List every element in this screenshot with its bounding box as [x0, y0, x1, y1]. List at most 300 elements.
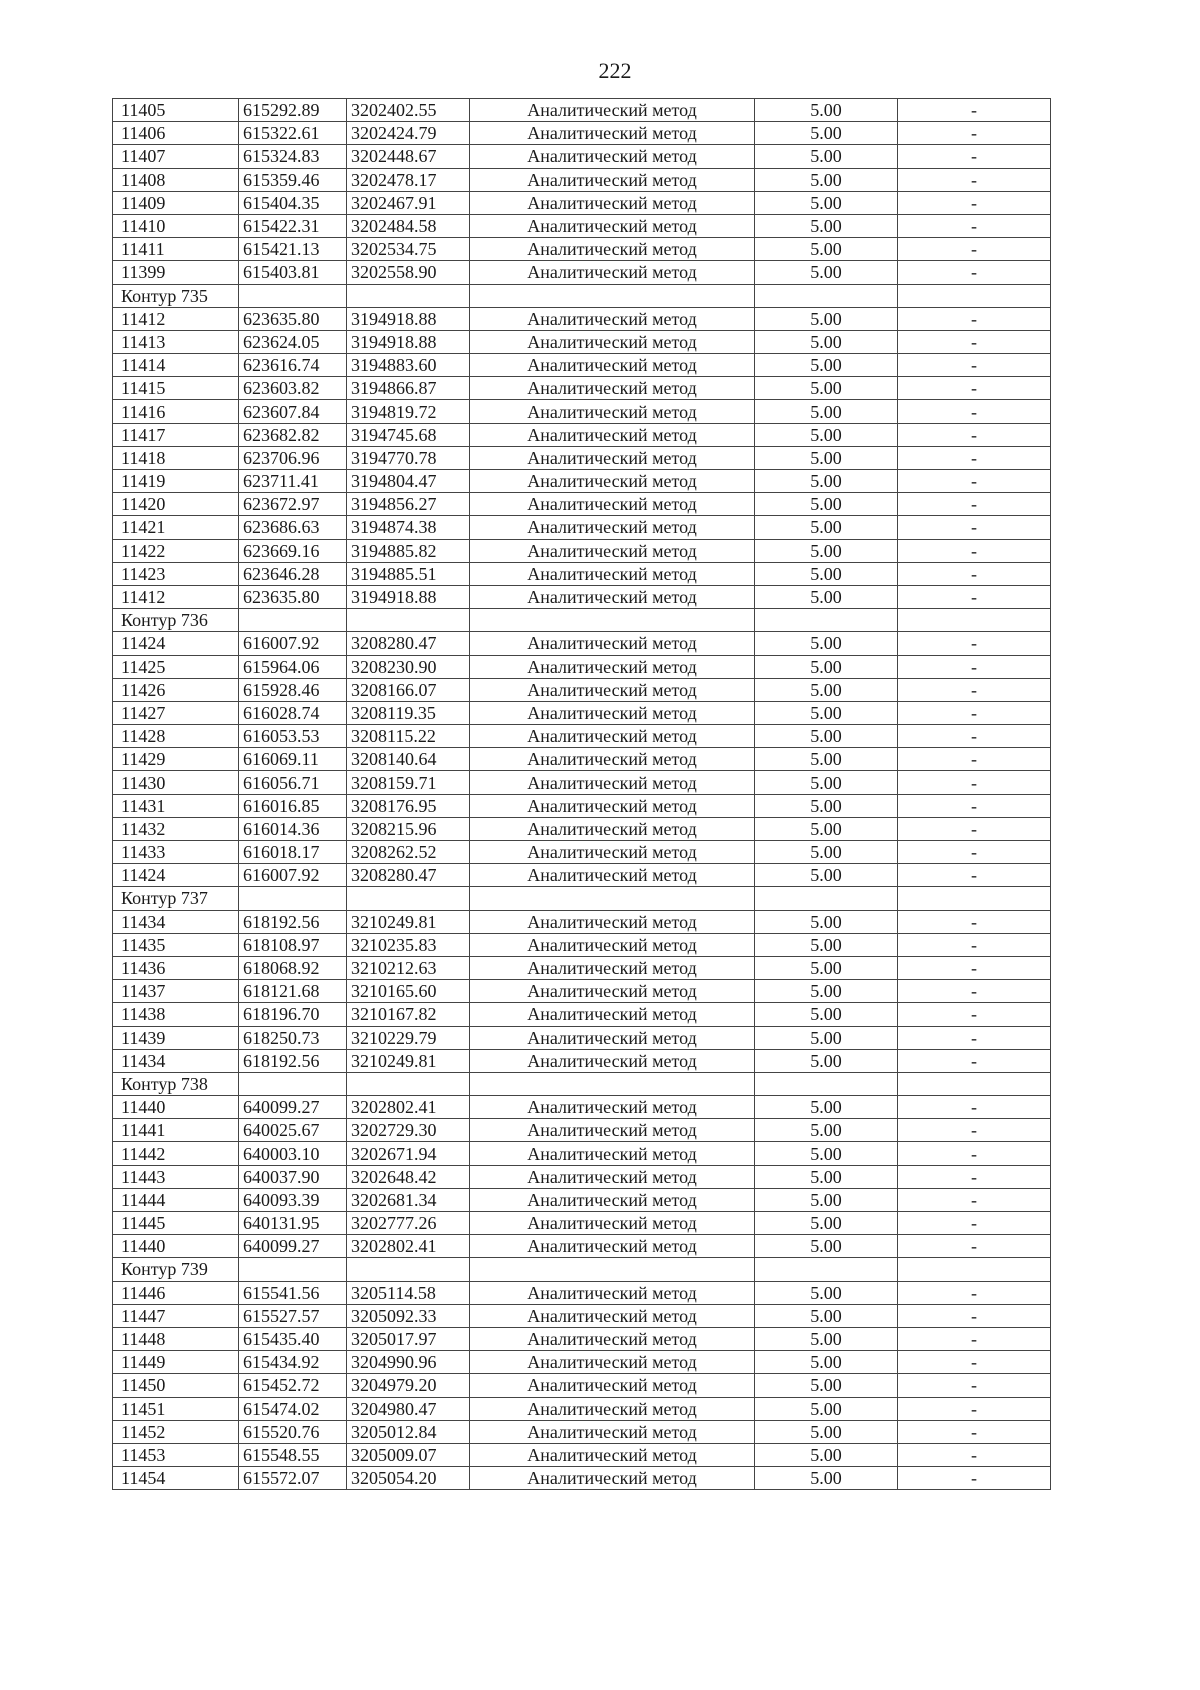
coord-y-cell: 3194804.47: [347, 470, 470, 493]
coord-x-cell: 615527.57: [239, 1304, 347, 1327]
table-row: [113, 1119, 1051, 1142]
coord-x-cell: 640025.67: [239, 1119, 347, 1142]
point-id-cell: 11428: [113, 725, 239, 748]
point-id-cell: 11450: [113, 1374, 239, 1397]
method-cell: Аналитический метод: [470, 585, 755, 608]
accuracy-cell: 5.00: [755, 354, 898, 377]
table-row: [113, 1235, 1051, 1258]
table-body: [113, 99, 1051, 1490]
table-row: [113, 1281, 1051, 1304]
empty-cell: [755, 284, 898, 307]
note-cell: -: [898, 1049, 1051, 1072]
coord-x-cell: 615322.61: [239, 122, 347, 145]
empty-cell: [239, 1258, 347, 1281]
method-cell: Аналитический метод: [470, 1235, 755, 1258]
table-row: [113, 214, 1051, 237]
method-cell: Аналитический метод: [470, 1188, 755, 1211]
note-cell: -: [898, 585, 1051, 608]
method-cell: Аналитический метод: [470, 1165, 755, 1188]
note-cell: -: [898, 261, 1051, 284]
empty-cell: [347, 1258, 470, 1281]
method-cell: Аналитический метод: [470, 330, 755, 353]
accuracy-cell: 5.00: [755, 1443, 898, 1466]
note-cell: -: [898, 1119, 1051, 1142]
note-cell: -: [898, 191, 1051, 214]
method-cell: Аналитический метод: [470, 1420, 755, 1443]
table-row: [113, 562, 1051, 585]
point-id-cell: 11447: [113, 1304, 239, 1327]
method-cell: Аналитический метод: [470, 99, 755, 122]
coord-y-cell: 3194874.38: [347, 516, 470, 539]
method-cell: Аналитический метод: [470, 1304, 755, 1327]
note-cell: -: [898, 1420, 1051, 1443]
note-cell: -: [898, 1281, 1051, 1304]
coord-x-cell: 640131.95: [239, 1212, 347, 1235]
table-row: [113, 261, 1051, 284]
coord-y-cell: 3202424.79: [347, 122, 470, 145]
note-cell: -: [898, 1235, 1051, 1258]
note-cell: -: [898, 794, 1051, 817]
method-cell: Аналитический метод: [470, 748, 755, 771]
table-row: [113, 1188, 1051, 1211]
point-id-cell: 11434: [113, 1049, 239, 1072]
accuracy-cell: 5.00: [755, 1119, 898, 1142]
note-cell: -: [898, 1467, 1051, 1490]
contour-label: Контур 739: [113, 1258, 239, 1281]
table-row: [113, 1327, 1051, 1350]
coord-x-cell: 640093.39: [239, 1188, 347, 1211]
coord-x-cell: 615928.46: [239, 678, 347, 701]
empty-cell: [755, 887, 898, 910]
coord-y-cell: 3204979.20: [347, 1374, 470, 1397]
coord-x-cell: 623682.82: [239, 423, 347, 446]
note-cell: -: [898, 748, 1051, 771]
note-cell: -: [898, 214, 1051, 237]
empty-cell: [239, 284, 347, 307]
accuracy-cell: 5.00: [755, 145, 898, 168]
method-cell: Аналитический метод: [470, 864, 755, 887]
accuracy-cell: 5.00: [755, 910, 898, 933]
note-cell: -: [898, 493, 1051, 516]
empty-cell: [755, 1072, 898, 1095]
coord-y-cell: 3194866.87: [347, 377, 470, 400]
table-row: [113, 493, 1051, 516]
coord-x-cell: 615541.56: [239, 1281, 347, 1304]
coord-y-cell: 3210249.81: [347, 1049, 470, 1072]
table-row: [113, 864, 1051, 887]
note-cell: -: [898, 562, 1051, 585]
point-id-cell: 11441: [113, 1119, 239, 1142]
table-row: [113, 1467, 1051, 1490]
table-row: [113, 956, 1051, 979]
accuracy-cell: 5.00: [755, 1397, 898, 1420]
point-id-cell: 11451: [113, 1397, 239, 1420]
note-cell: -: [898, 1212, 1051, 1235]
table-row: [113, 423, 1051, 446]
method-cell: Аналитический метод: [470, 678, 755, 701]
contour-label: Контур 737: [113, 887, 239, 910]
accuracy-cell: 5.00: [755, 1026, 898, 1049]
coord-x-cell: 623706.96: [239, 446, 347, 469]
coord-y-cell: 3208159.71: [347, 771, 470, 794]
accuracy-cell: 5.00: [755, 1212, 898, 1235]
coord-y-cell: 3194885.82: [347, 539, 470, 562]
table-row: [113, 980, 1051, 1003]
coord-x-cell: 623603.82: [239, 377, 347, 400]
coord-x-cell: 615404.35: [239, 191, 347, 214]
coord-x-cell: 616028.74: [239, 701, 347, 724]
empty-cell: [347, 1072, 470, 1095]
method-cell: Аналитический метод: [470, 1467, 755, 1490]
method-cell: Аналитический метод: [470, 1026, 755, 1049]
point-id-cell: 11425: [113, 655, 239, 678]
note-cell: -: [898, 423, 1051, 446]
empty-cell: [898, 1072, 1051, 1095]
coord-x-cell: 615359.46: [239, 168, 347, 191]
point-id-cell: 11442: [113, 1142, 239, 1165]
point-id-cell: 11424: [113, 864, 239, 887]
coord-x-cell: 616018.17: [239, 841, 347, 864]
coord-y-cell: 3202648.42: [347, 1165, 470, 1188]
note-cell: -: [898, 516, 1051, 539]
note-cell: -: [898, 1304, 1051, 1327]
empty-cell: [347, 609, 470, 632]
point-id-cell: 11412: [113, 307, 239, 330]
coord-y-cell: 3202777.26: [347, 1212, 470, 1235]
note-cell: -: [898, 1374, 1051, 1397]
point-id-cell: 11406: [113, 122, 239, 145]
point-id-cell: 11426: [113, 678, 239, 701]
method-cell: Аналитический метод: [470, 817, 755, 840]
note-cell: -: [898, 864, 1051, 887]
contour-label: Контур 738: [113, 1072, 239, 1095]
note-cell: -: [898, 1165, 1051, 1188]
coord-x-cell: 615403.81: [239, 261, 347, 284]
coord-y-cell: 3202802.41: [347, 1096, 470, 1119]
coord-x-cell: 615422.31: [239, 214, 347, 237]
point-id-cell: 11419: [113, 470, 239, 493]
table-row: [113, 307, 1051, 330]
accuracy-cell: 5.00: [755, 1096, 898, 1119]
method-cell: Аналитический метод: [470, 168, 755, 191]
accuracy-cell: 5.00: [755, 956, 898, 979]
table-row: [113, 1374, 1051, 1397]
accuracy-cell: 5.00: [755, 238, 898, 261]
empty-cell: [470, 284, 755, 307]
accuracy-cell: 5.00: [755, 1165, 898, 1188]
accuracy-cell: 5.00: [755, 470, 898, 493]
table-row: [113, 238, 1051, 261]
accuracy-cell: 5.00: [755, 493, 898, 516]
accuracy-cell: 5.00: [755, 980, 898, 1003]
empty-cell: [898, 887, 1051, 910]
note-cell: -: [898, 446, 1051, 469]
note-cell: -: [898, 377, 1051, 400]
note-cell: -: [898, 122, 1051, 145]
coord-x-cell: 618192.56: [239, 910, 347, 933]
coord-y-cell: 3210235.83: [347, 933, 470, 956]
point-id-cell: 11409: [113, 191, 239, 214]
method-cell: Аналитический метод: [470, 1327, 755, 1350]
point-id-cell: 11407: [113, 145, 239, 168]
table-row: [113, 678, 1051, 701]
table-row: [113, 1096, 1051, 1119]
accuracy-cell: 5.00: [755, 377, 898, 400]
method-cell: Аналитический метод: [470, 701, 755, 724]
note-cell: -: [898, 99, 1051, 122]
method-cell: Аналитический метод: [470, 377, 755, 400]
coord-y-cell: 3208230.90: [347, 655, 470, 678]
coord-x-cell: 618192.56: [239, 1049, 347, 1072]
coord-x-cell: 615548.55: [239, 1443, 347, 1466]
table-row: [113, 1304, 1051, 1327]
point-id-cell: 11429: [113, 748, 239, 771]
coord-x-cell: 615474.02: [239, 1397, 347, 1420]
coord-y-cell: 3205017.97: [347, 1327, 470, 1350]
note-cell: -: [898, 771, 1051, 794]
coord-x-cell: 623686.63: [239, 516, 347, 539]
point-id-cell: 11440: [113, 1235, 239, 1258]
method-cell: Аналитический метод: [470, 632, 755, 655]
empty-cell: [239, 887, 347, 910]
coord-y-cell: 3202448.67: [347, 145, 470, 168]
accuracy-cell: 5.00: [755, 423, 898, 446]
accuracy-cell: 5.00: [755, 1467, 898, 1490]
table-row: [113, 1443, 1051, 1466]
empty-cell: [239, 1072, 347, 1095]
table-row: [113, 191, 1051, 214]
coord-x-cell: 640099.27: [239, 1096, 347, 1119]
accuracy-cell: 5.00: [755, 122, 898, 145]
coord-y-cell: 3210249.81: [347, 910, 470, 933]
note-cell: -: [898, 980, 1051, 1003]
coord-y-cell: 3202402.55: [347, 99, 470, 122]
coord-y-cell: 3210212.63: [347, 956, 470, 979]
accuracy-cell: 5.00: [755, 794, 898, 817]
method-cell: Аналитический метод: [470, 1351, 755, 1374]
method-cell: Аналитический метод: [470, 423, 755, 446]
accuracy-cell: 5.00: [755, 1049, 898, 1072]
accuracy-cell: 5.00: [755, 1188, 898, 1211]
table-row: [113, 1026, 1051, 1049]
contour-header-row: [113, 1072, 1051, 1095]
coord-y-cell: 3202478.17: [347, 168, 470, 191]
method-cell: Аналитический метод: [470, 956, 755, 979]
point-id-cell: 11418: [113, 446, 239, 469]
method-cell: Аналитический метод: [470, 1119, 755, 1142]
coord-x-cell: 616056.71: [239, 771, 347, 794]
method-cell: Аналитический метод: [470, 562, 755, 585]
note-cell: -: [898, 307, 1051, 330]
method-cell: Аналитический метод: [470, 400, 755, 423]
coord-x-cell: 623607.84: [239, 400, 347, 423]
point-id-cell: 11410: [113, 214, 239, 237]
empty-cell: [755, 609, 898, 632]
table-row: [113, 817, 1051, 840]
method-cell: Аналитический метод: [470, 238, 755, 261]
coord-y-cell: 3208176.95: [347, 794, 470, 817]
method-cell: Аналитический метод: [470, 214, 755, 237]
point-id-cell: 11440: [113, 1096, 239, 1119]
coord-y-cell: 3208115.22: [347, 725, 470, 748]
accuracy-cell: 5.00: [755, 516, 898, 539]
point-id-cell: 11437: [113, 980, 239, 1003]
empty-cell: [470, 1258, 755, 1281]
method-cell: Аналитический метод: [470, 1003, 755, 1026]
table-row: [113, 632, 1051, 655]
coord-y-cell: 3205054.20: [347, 1467, 470, 1490]
contour-label: Контур 735: [113, 284, 239, 307]
point-id-cell: 11431: [113, 794, 239, 817]
coord-y-cell: 3210167.82: [347, 1003, 470, 1026]
point-id-cell: 11417: [113, 423, 239, 446]
accuracy-cell: 5.00: [755, 330, 898, 353]
method-cell: Аналитический метод: [470, 354, 755, 377]
coord-y-cell: 3205092.33: [347, 1304, 470, 1327]
accuracy-cell: 5.00: [755, 1351, 898, 1374]
accuracy-cell: 5.00: [755, 1420, 898, 1443]
table-row: [113, 701, 1051, 724]
coord-y-cell: 3194819.72: [347, 400, 470, 423]
method-cell: Аналитический метод: [470, 470, 755, 493]
coord-y-cell: 3208280.47: [347, 864, 470, 887]
coord-x-cell: 615520.76: [239, 1420, 347, 1443]
table-row: [113, 1003, 1051, 1026]
empty-cell: [898, 609, 1051, 632]
coord-x-cell: 618196.70: [239, 1003, 347, 1026]
coord-y-cell: 3194883.60: [347, 354, 470, 377]
coord-x-cell: 615435.40: [239, 1327, 347, 1350]
coord-x-cell: 615452.72: [239, 1374, 347, 1397]
point-id-cell: 11399: [113, 261, 239, 284]
accuracy-cell: 5.00: [755, 99, 898, 122]
coord-x-cell: 640037.90: [239, 1165, 347, 1188]
empty-cell: [347, 284, 470, 307]
accuracy-cell: 5.00: [755, 1281, 898, 1304]
coord-y-cell: 3205009.07: [347, 1443, 470, 1466]
table-row: [113, 99, 1051, 122]
coord-y-cell: 3202681.34: [347, 1188, 470, 1211]
empty-cell: [470, 1072, 755, 1095]
method-cell: Аналитический метод: [470, 1142, 755, 1165]
point-id-cell: 11439: [113, 1026, 239, 1049]
note-cell: -: [898, 1142, 1051, 1165]
point-id-cell: 11405: [113, 99, 239, 122]
method-cell: Аналитический метод: [470, 191, 755, 214]
coord-x-cell: 623672.97: [239, 493, 347, 516]
table-row: [113, 330, 1051, 353]
point-id-cell: 11448: [113, 1327, 239, 1350]
contour-header-row: [113, 1258, 1051, 1281]
accuracy-cell: 5.00: [755, 655, 898, 678]
note-cell: -: [898, 400, 1051, 423]
coordinates-table: [112, 98, 1051, 1490]
method-cell: Аналитический метод: [470, 980, 755, 1003]
coord-y-cell: 3194770.78: [347, 446, 470, 469]
coord-y-cell: 3205114.58: [347, 1281, 470, 1304]
coord-y-cell: 3202558.90: [347, 261, 470, 284]
coord-x-cell: 640099.27: [239, 1235, 347, 1258]
point-id-cell: 11413: [113, 330, 239, 353]
coord-y-cell: 3208119.35: [347, 701, 470, 724]
coord-x-cell: 616053.53: [239, 725, 347, 748]
coord-x-cell: 616069.11: [239, 748, 347, 771]
point-id-cell: 11445: [113, 1212, 239, 1235]
coord-x-cell: 618068.92: [239, 956, 347, 979]
coord-y-cell: 3202484.58: [347, 214, 470, 237]
table-row: [113, 1420, 1051, 1443]
accuracy-cell: 5.00: [755, 817, 898, 840]
coord-y-cell: 3208166.07: [347, 678, 470, 701]
contour-header-row: [113, 609, 1051, 632]
table-row: [113, 122, 1051, 145]
table-row: [113, 748, 1051, 771]
accuracy-cell: 5.00: [755, 446, 898, 469]
accuracy-cell: 5.00: [755, 748, 898, 771]
table-row: [113, 794, 1051, 817]
table-row: [113, 377, 1051, 400]
note-cell: -: [898, 1327, 1051, 1350]
note-cell: -: [898, 238, 1051, 261]
point-id-cell: 11430: [113, 771, 239, 794]
accuracy-cell: 5.00: [755, 168, 898, 191]
method-cell: Аналитический метод: [470, 307, 755, 330]
coord-x-cell: 615434.92: [239, 1351, 347, 1374]
point-id-cell: 11446: [113, 1281, 239, 1304]
table-row: [113, 145, 1051, 168]
coord-x-cell: 623711.41: [239, 470, 347, 493]
coord-y-cell: 3194918.88: [347, 307, 470, 330]
note-cell: -: [898, 145, 1051, 168]
method-cell: Аналитический метод: [470, 261, 755, 284]
point-id-cell: 11423: [113, 562, 239, 585]
point-id-cell: 11444: [113, 1188, 239, 1211]
point-id-cell: 11433: [113, 841, 239, 864]
accuracy-cell: 5.00: [755, 864, 898, 887]
note-cell: -: [898, 330, 1051, 353]
coord-x-cell: 615421.13: [239, 238, 347, 261]
table-row: [113, 470, 1051, 493]
method-cell: Аналитический метод: [470, 1212, 755, 1235]
coord-y-cell: 3194918.88: [347, 330, 470, 353]
coord-y-cell: 3194885.51: [347, 562, 470, 585]
table-row: [113, 1397, 1051, 1420]
coord-y-cell: 3208215.96: [347, 817, 470, 840]
note-cell: -: [898, 678, 1051, 701]
accuracy-cell: 5.00: [755, 400, 898, 423]
note-cell: -: [898, 817, 1051, 840]
method-cell: Аналитический метод: [470, 910, 755, 933]
accuracy-cell: 5.00: [755, 725, 898, 748]
coord-y-cell: 3208262.52: [347, 841, 470, 864]
coord-x-cell: 623624.05: [239, 330, 347, 353]
coord-y-cell: 3204990.96: [347, 1351, 470, 1374]
empty-cell: [239, 609, 347, 632]
coord-x-cell: 615572.07: [239, 1467, 347, 1490]
accuracy-cell: 5.00: [755, 191, 898, 214]
accuracy-cell: 5.00: [755, 1304, 898, 1327]
coord-y-cell: 3204980.47: [347, 1397, 470, 1420]
method-cell: Аналитический метод: [470, 493, 755, 516]
empty-cell: [898, 1258, 1051, 1281]
accuracy-cell: 5.00: [755, 771, 898, 794]
table-row: [113, 933, 1051, 956]
note-cell: -: [898, 1397, 1051, 1420]
point-id-cell: 11454: [113, 1467, 239, 1490]
coord-y-cell: 3202729.30: [347, 1119, 470, 1142]
method-cell: Аналитический метод: [470, 1443, 755, 1466]
point-id-cell: 11449: [113, 1351, 239, 1374]
